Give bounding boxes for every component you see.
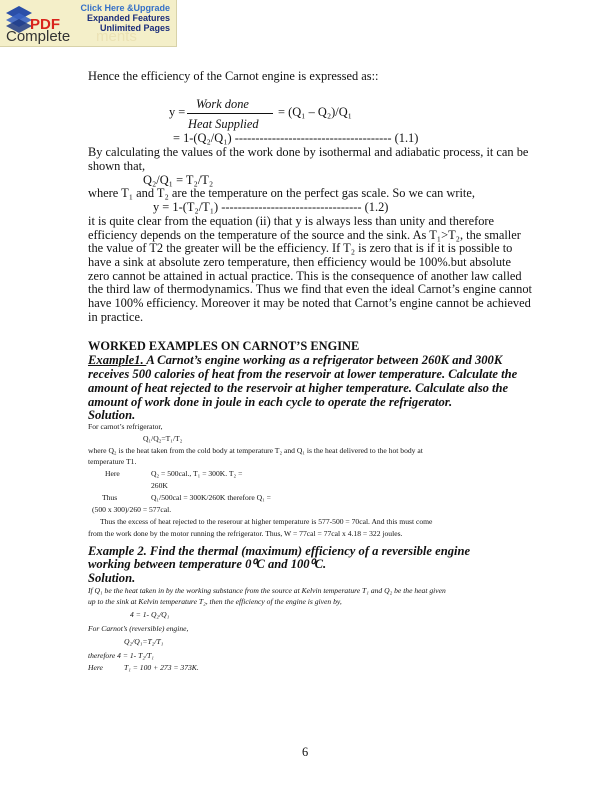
intro-text: Hence the efficiency of the Carnot engine is expressed as:: [88, 69, 379, 83]
example1-line: receives 500 calories of heat from the reservoir at lower temperature. Calculate the [88, 367, 518, 381]
solution-line: Q₂/Q₁=T₂/T₁ [124, 637, 164, 646]
example2-line: Example 2. Find the thermal (maximum) efficiency of a reversible engine [88, 544, 471, 558]
paragraph-line: where T₁ and T₂ are the temperature on the perfect gas scale. So we can write, [88, 186, 475, 200]
example1-solution-label: Solution. [88, 408, 136, 422]
paragraph-line: By calculating the values of the work done by isothermal and adiabatic process, it can be [88, 145, 529, 159]
paragraph-line: shown that, [88, 159, 146, 173]
equation-1-2: y = 1-(T₂/T₁) ---------------------------------- (1.2) [153, 200, 389, 214]
example1-line: A Carnot’s engine working as a refrigerator between 260K and 300K [146, 353, 503, 367]
paragraph-line: it is quite clear from the equation (ii) that y is always less than unity and therefore [88, 214, 495, 228]
solution-line: up to the sink at Kelvin temperature T₂, then the efficiency of the engine is given by, [88, 597, 342, 606]
solution-line: Thus [102, 493, 118, 502]
paragraph-line: efficiency depends on the temperature of the source and the sink. As T₁>T₂, the smaller [88, 228, 521, 242]
unlimited-pages: Unlimited Pages [99, 23, 170, 33]
solution-line: 4 = 1- Q₂/Q₁ [130, 610, 170, 619]
paragraph-line: the value of T2 the greater will be the efficiency. If T₂ is zero that is if it is possible to [88, 241, 513, 255]
paragraph-line: zero cannot be attained in actual practice. This is the consequence of another law called [88, 269, 522, 283]
solution-line: temperature T1. [88, 457, 137, 466]
logo-watermark: ments [96, 28, 137, 45]
logo-pdf: PDF [30, 16, 60, 33]
example1-line: amount of heat rejected to the reservoir at higher temperature. Calculate also the [88, 381, 509, 395]
solution-line: Q₁/Q₂=T₁/T₂ [143, 434, 183, 443]
upgrade-link[interactable]: Click Here &Upgrade [80, 3, 170, 13]
solution-line: Here [88, 663, 103, 672]
paragraph-line: in practice. [88, 310, 144, 324]
solution-line: 260K [151, 481, 168, 490]
expanded-features: Expanded Features [86, 13, 170, 23]
formula-numerator: Work done [196, 97, 249, 111]
paragraph-line: have 100% efficiency. Moreover it may be noted that Carnot’s engine cannot be achieved [88, 296, 531, 310]
formula-rhs: = (Q₁ – Q₂)/Q₁ [278, 105, 352, 119]
solution-line: T₁ = 100 + 273 = 373K. [124, 663, 199, 672]
logo-complete: Complete [6, 28, 71, 45]
example1-heading [88, 353, 502, 367]
solution-line: (500 x 300)/260 = 577cal. [92, 505, 172, 514]
example2-line: working between temperature 0⁰C and 100⁰C. [88, 557, 327, 571]
formula-denominator: Heat Supplied [188, 117, 259, 131]
equation-1-1: = 1-(Q₂/Q₁) -------------------------------------- (1.1) [173, 131, 419, 145]
solution-line: Thus the excess of heat rejected to the reserour at higher temperature is 577-500 = 70cal. And this must come [100, 517, 433, 526]
solution-line: Q₁/500cal = 300K/260K therefore Q₁ = [151, 493, 271, 502]
solution-line: Q₂ = 500cal., T₁ = 300K. T₂ = [151, 469, 243, 478]
solution-line: If Q₁ be the heat taken in by the working substance from the source at Kelvin temperature T₁ and Q₂ be the heat given [88, 586, 446, 595]
fraction-bar [187, 113, 273, 114]
equation-ratio: Q₂/Q₁ = T₂/T₂ [143, 173, 214, 187]
paragraph-line: the third law of thermodynamics. Thus we find that even the ideal Carnot’s engine cannot [88, 282, 532, 296]
page-number: 6 [302, 745, 309, 759]
solution-line: Here [105, 469, 120, 478]
solution-line: For carnot’s refrigerator, [88, 422, 163, 431]
pdf-complete-upgrade-banner[interactable] [0, 0, 177, 47]
example1-label: Example1. [88, 353, 147, 367]
section-heading: WORKED EXAMPLES ON CARNOT’S ENGINE [88, 339, 360, 353]
solution-line: For Carnot’s (reversible) engine, [88, 624, 189, 633]
formula-lhs: y = [169, 105, 186, 119]
solution-line: therefore 4 = 1- T₂/T₁ [88, 651, 154, 660]
solution-line: from the work done by the motor running the refrigerator. Thus, W = 77cal = 77cal x 4.18 = 322 joules. [88, 529, 403, 538]
example1-line: amount of work done in joule in each cycle to operate the refrigerator. [88, 395, 453, 409]
paragraph-line: have a sink at absolute zero temperature, then efficiency would be 100%.but absolute [88, 255, 511, 269]
example2-solution-label: Solution. [88, 571, 136, 585]
solution-line: where Q₂ is the heat taken from the cold body at temperature T₂ and Q₁ is the heat delivered to the hot body at [88, 446, 423, 455]
